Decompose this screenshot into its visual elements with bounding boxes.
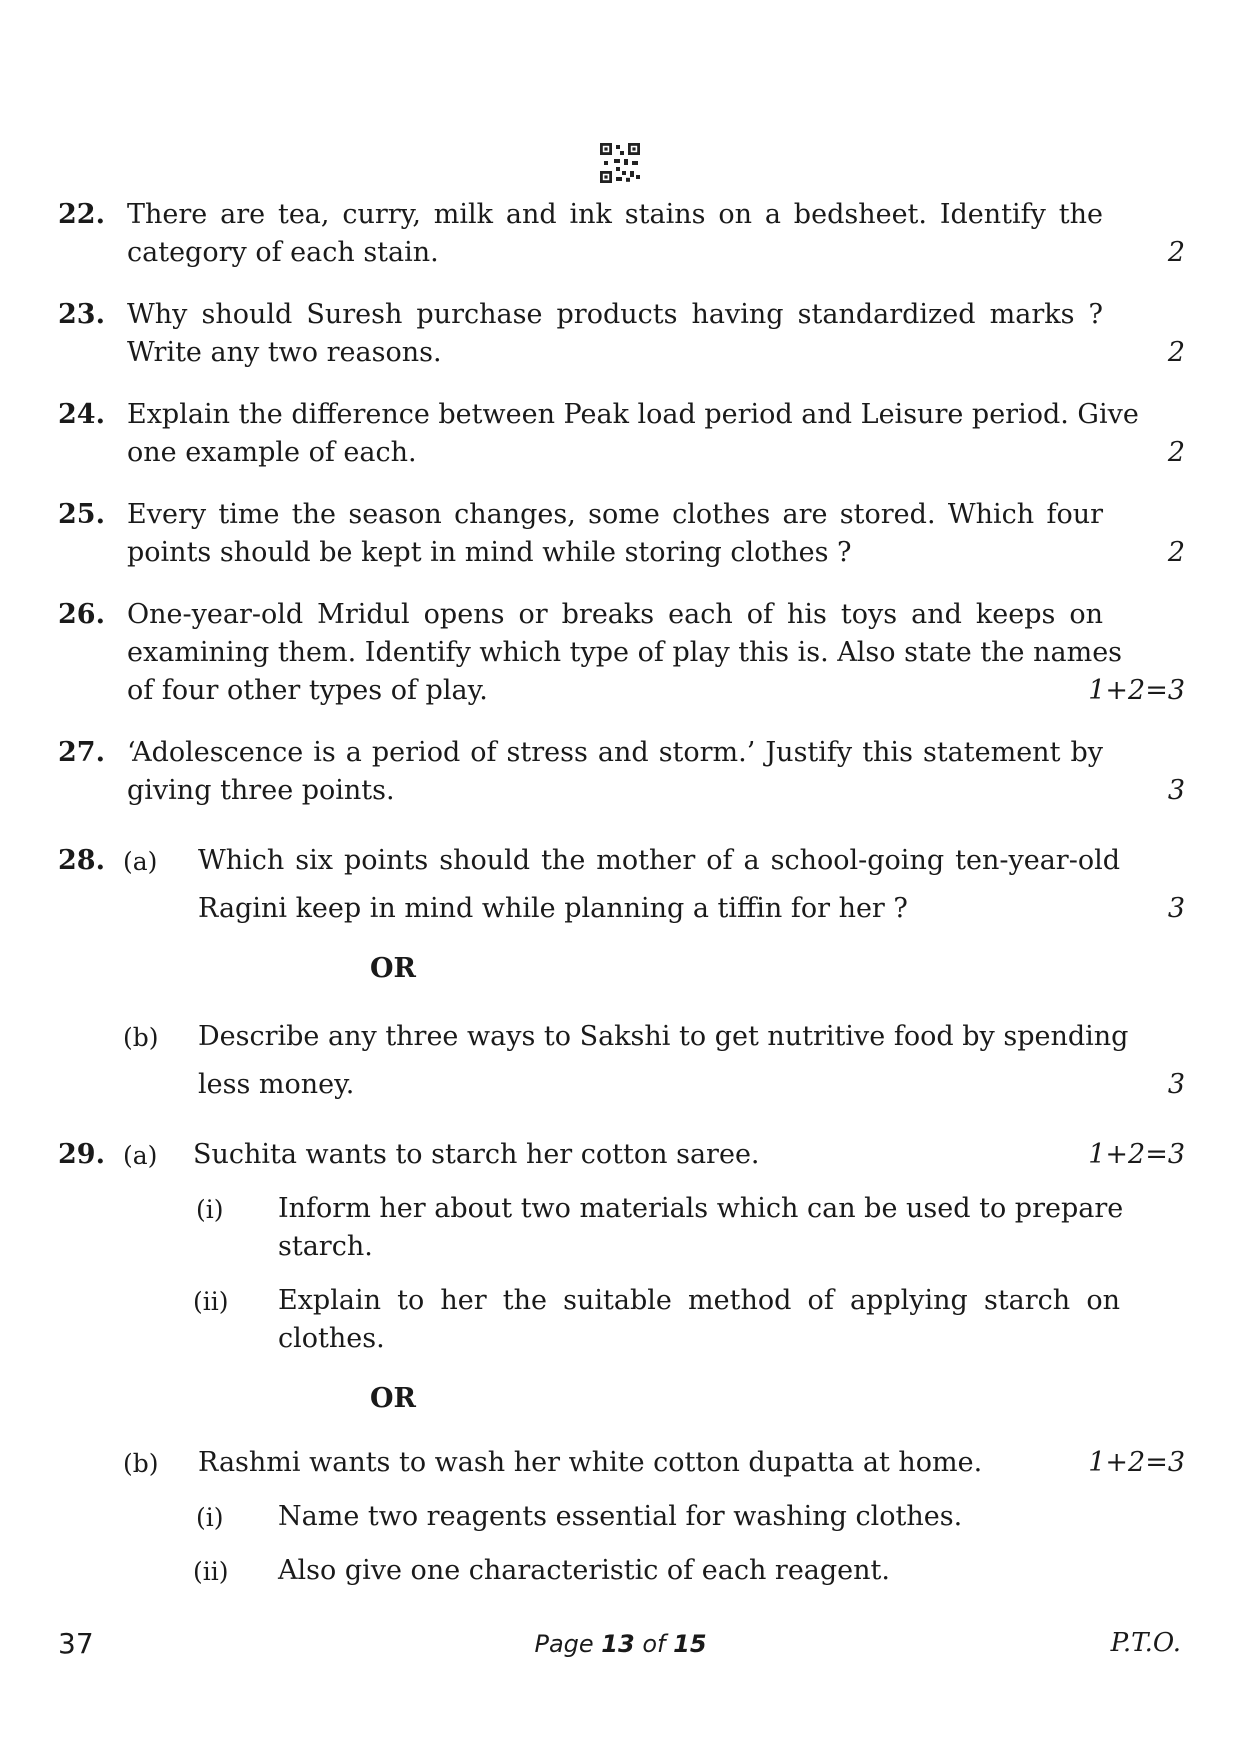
sub-label: (b): [123, 1023, 159, 1052]
marks: 1+2=3: [1088, 1139, 1185, 1170]
marks: 2: [1167, 437, 1185, 468]
page-current: 13: [601, 1630, 635, 1658]
sub-label: (a): [123, 1141, 158, 1170]
sub-label: (ii): [193, 1287, 229, 1316]
pto-label: P.T.O.: [1110, 1628, 1181, 1658]
question-text: ‘Adolescence is a period of stress and storm.’ Justify this statement by: [127, 737, 1103, 768]
question-number: 24.: [58, 399, 105, 430]
question-text: less money.: [198, 1069, 355, 1100]
marks: 3: [1167, 893, 1185, 924]
question-text: Suchita wants to starch her cotton saree.: [193, 1139, 760, 1170]
marks: 2: [1167, 537, 1185, 568]
question-text: Which six points should the mother of a school-going ten-year-old: [198, 845, 1120, 876]
marks: 2: [1167, 337, 1185, 368]
paper-code: 37: [58, 1627, 94, 1660]
question-number: 28.: [58, 845, 105, 876]
marks: 1+2=3: [1088, 1447, 1185, 1478]
marks: 3: [1167, 775, 1185, 806]
question-text: starch.: [278, 1231, 373, 1262]
question-text: giving three points.: [127, 775, 395, 806]
question-text: Inform her about two materials which can be used to prepare: [278, 1193, 1124, 1224]
question-text: Name two reagents essential for washing clothes.: [278, 1501, 963, 1532]
sub-label: (i): [196, 1503, 224, 1532]
question-number: 26.: [58, 599, 105, 630]
question-number: 25.: [58, 499, 105, 530]
question-text: Explain to her the suitable method of applying starch on: [278, 1285, 1120, 1316]
question-text: points should be kept in mind while storing clothes ?: [127, 537, 852, 568]
question-text: Every time the season changes, some clothes are stored. Which four: [127, 499, 1103, 530]
or-separator: OR: [370, 1383, 416, 1414]
question-number: 29.: [58, 1139, 105, 1170]
question-text: Write any two reasons.: [127, 337, 442, 368]
page-word: Page: [534, 1630, 594, 1658]
question-text: One-year-old Mridul opens or breaks each of his toys and keeps on: [127, 599, 1103, 630]
marks: 2: [1167, 237, 1185, 268]
question-number: 22.: [58, 199, 105, 230]
question-text: category of each stain.: [127, 237, 439, 268]
sub-label: (a): [123, 847, 158, 876]
question-text: clothes.: [278, 1323, 385, 1354]
sub-label: (b): [123, 1449, 159, 1478]
marks: 3: [1167, 1069, 1185, 1100]
or-separator: OR: [370, 953, 416, 984]
sub-label: (ii): [193, 1557, 229, 1586]
question-text: one example of each.: [127, 437, 417, 468]
question-text: examining them. Identify which type of play this is. Also state the names: [127, 637, 1123, 668]
question-text: of four other types of play.: [127, 675, 488, 706]
question-text: Rashmi wants to wash her white cotton dupatta at home.: [198, 1447, 983, 1478]
marks: 1+2=3: [1088, 675, 1185, 706]
question-text: Explain the difference between Peak load period and Leisure period. Give: [127, 399, 1139, 430]
page-total: 15: [673, 1630, 707, 1658]
question-number: 27.: [58, 737, 105, 768]
question-text: Ragini keep in mind while planning a tiffin for her ?: [198, 893, 908, 924]
question-text: Also give one characteristic of each reagent.: [278, 1555, 890, 1586]
question-text: There are tea, curry, milk and ink stains on a bedsheet. Identify the: [127, 199, 1103, 230]
qr-code-icon: [600, 143, 640, 183]
question-text: Why should Suresh purchase products having standardized marks ?: [127, 299, 1103, 330]
question-number: 23.: [58, 299, 105, 330]
question-text: Describe any three ways to Sakshi to get nutritive food by spending: [198, 1021, 1129, 1052]
page-of: of: [642, 1630, 666, 1658]
sub-label: (i): [196, 1195, 224, 1224]
page-indicator: [0, 1630, 1241, 1658]
